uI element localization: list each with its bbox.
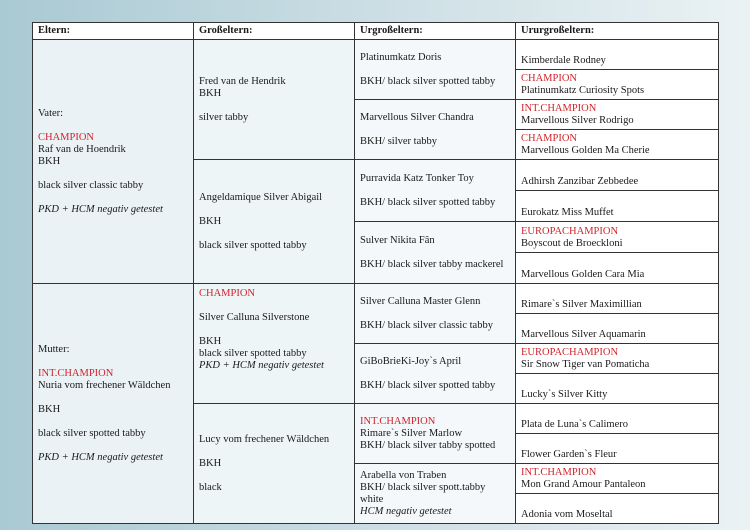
ggg-2-title: CHAMPION: [521, 73, 578, 84]
great-grandparent-4-name: Sulver Nikita Fân: [360, 234, 435, 246]
vater-breed: BKH: [38, 155, 61, 167]
ggg-14: [516, 434, 719, 464]
ggg-16-name: Adonia vom Moseltal: [521, 509, 613, 520]
ggg-4-title: CHAMPION: [521, 133, 578, 144]
ggg-11-title: EUROPACHAMPION: [521, 347, 619, 358]
header-ururgrosseltern: Ururgroßeltern:: [516, 23, 719, 40]
vater-name: Raf van de Hoendrik: [38, 143, 126, 155]
grandparent-4: [194, 404, 355, 524]
grandparent-1: [194, 40, 355, 160]
great-grandparent-8-breed-color: BKH/ black silver spott.tabby white: [360, 481, 486, 505]
great-grandparent-1: [355, 40, 516, 100]
great-grandparent-8: [355, 464, 516, 524]
mutter-name: Nuria vom frechener Wäldchen: [38, 379, 171, 391]
great-grandparent-6-name: GiBoBrieKi-Joy`s April: [360, 355, 462, 367]
great-grandparent-5-name: Silver Calluna Master Glenn: [360, 295, 481, 307]
mutter-color: black silver spotted tabby: [38, 427, 146, 439]
ggg-10-name: Marvellous Silver Aquamarin: [521, 329, 646, 340]
ggg-8-name: Marvellous Golden Cara Mia: [521, 269, 645, 280]
ggg-6-name: Eurokatz Miss Muffet: [521, 207, 614, 218]
grandparent-1-breed: BKH: [199, 87, 222, 99]
mutter-breed: BKH: [38, 403, 61, 415]
grandparent-3-title: CHAMPION: [199, 288, 256, 299]
great-grandparent-4: [355, 222, 516, 284]
mutter-role: Mutter:: [38, 343, 70, 355]
header-row: [33, 23, 719, 40]
parent-mutter: [33, 284, 194, 524]
great-grandparent-7: [355, 404, 516, 464]
ggg-15-title: INT.CHAMPION: [521, 467, 597, 478]
ggg-3-name: Marvellous Silver Rodrigo: [521, 115, 634, 126]
pedigree-table: [32, 22, 719, 524]
ggg-2: [516, 70, 719, 100]
great-grandparent-3: [355, 160, 516, 222]
header-grosseltern: Großeltern:: [194, 23, 355, 40]
great-grandparent-4-breed-color: BKH/ black silver tabby mackerel: [360, 258, 504, 270]
ggg-4: [516, 130, 719, 160]
grandparent-4-name: Lucy vom frechener Wäldchen: [199, 433, 330, 445]
mutter-note: PKD + HCM negativ getestet: [38, 451, 163, 463]
mutter-title: INT.CHAMPION: [38, 367, 114, 379]
great-grandparent-1-name: Platinumkatz Doris: [360, 51, 442, 63]
great-grandparent-3-name: Purravida Katz Tonker Toy: [360, 172, 474, 184]
vater-role: Vater:: [38, 107, 64, 119]
vater-color: black silver classic tabby: [38, 179, 144, 191]
ggg-13-name: Plata de Luna`s Calimero: [521, 419, 629, 430]
grandparent-2-breed: BKH: [199, 215, 222, 227]
great-grandparent-1-breed-color: BKH/ black silver spotted tabby: [360, 75, 496, 87]
ggg-16: [516, 494, 719, 524]
ggg-10: [516, 314, 719, 344]
great-grandparent-7-title: INT.CHAMPION: [360, 415, 436, 427]
grandparent-3-breed: BKH: [199, 336, 222, 347]
great-grandparent-5: [355, 284, 516, 344]
ggg-8: [516, 253, 719, 284]
great-grandparent-2: [355, 100, 516, 160]
ggg-15: [516, 464, 719, 494]
parent-vater: [33, 40, 194, 284]
grandparent-3: [194, 284, 355, 404]
great-grandparent-8-note: HCM negativ getestet: [360, 505, 452, 517]
great-grandparent-2-breed-color: BKH/ silver tabby: [360, 135, 437, 147]
ggg-1: [516, 40, 719, 70]
vater-note: PKD + HCM negativ getestet: [38, 203, 163, 215]
ggg-13: [516, 404, 719, 434]
header-eltern: Eltern:: [33, 23, 194, 40]
ggg-11-name: Sir Snow Tiger van Pomaticha: [521, 359, 650, 370]
ggg-7-name: Boyscout de Broeckloni: [521, 238, 623, 249]
vater-title: CHAMPION: [38, 131, 95, 143]
ggg-5-name: Adhirsh Zanzibar Zebbedee: [521, 176, 639, 187]
ggg-14-name: Flower Garden`s Fleur: [521, 449, 617, 460]
ggg-12-name: Lucky`s Silver Kitty: [521, 389, 608, 400]
great-grandparent-6-breed-color: BKH/ black silver spotted tabby: [360, 379, 496, 391]
great-grandparent-8-name: Arabella von Traben: [360, 469, 447, 481]
ggg-15-name: Mon Grand Amour Pantaleon: [521, 479, 646, 490]
great-grandparent-7-breed-color: BKH/ black silver tabby spotted: [360, 439, 496, 451]
grandparent-1-color: silver tabby: [199, 111, 249, 123]
grandparent-2-name: Angeldamique Silver Abigail: [199, 191, 323, 203]
ggg-3: [516, 100, 719, 130]
header-urgrosseltern: Urgroßeltern:: [355, 23, 516, 40]
great-grandparent-5-breed-color: BKH/ black silver classic tabby: [360, 319, 493, 331]
grandparent-1-name: Fred van de Hendrik: [199, 75, 286, 87]
great-grandparent-2-name: Marvellous Silver Chandra: [360, 111, 474, 123]
grandparent-3-color: black silver spotted tabby: [199, 348, 307, 359]
grandparent-3-name: Silver Calluna Silverstone: [199, 312, 310, 323]
ggg-4-name: Marvellous Golden Ma Cherie: [521, 145, 650, 156]
ggg-12: [516, 374, 719, 404]
ggg-7: [516, 222, 719, 253]
grandparent-2: [194, 160, 355, 284]
ggg-5: [516, 160, 719, 191]
great-grandparent-3-breed-color: BKH/ black silver spotted tabby: [360, 196, 496, 208]
grandparent-4-color: black: [199, 481, 222, 493]
grandparent-4-breed: BKH: [199, 457, 222, 469]
grandparent-2-color: black silver spotted tabby: [199, 239, 307, 251]
great-grandparent-6: [355, 344, 516, 404]
great-grandparent-7-name: Rimare`s Silver Marlow: [360, 427, 463, 439]
ggg-2-name: Platinumkatz Curiosity Spots: [521, 85, 645, 96]
grandparent-3-note: PKD + HCM negativ getestet: [199, 360, 324, 371]
ggg-3-title: INT.CHAMPION: [521, 103, 597, 114]
ggg-1-name: Kimberdale Rodney: [521, 55, 606, 66]
ggg-9: [516, 284, 719, 314]
ggg-7-title: EUROPACHAMPION: [521, 226, 619, 237]
ggg-6: [516, 191, 719, 222]
ggg-11: [516, 344, 719, 374]
ggg-9-name: Rimare`s Silver Maximillian: [521, 299, 642, 310]
